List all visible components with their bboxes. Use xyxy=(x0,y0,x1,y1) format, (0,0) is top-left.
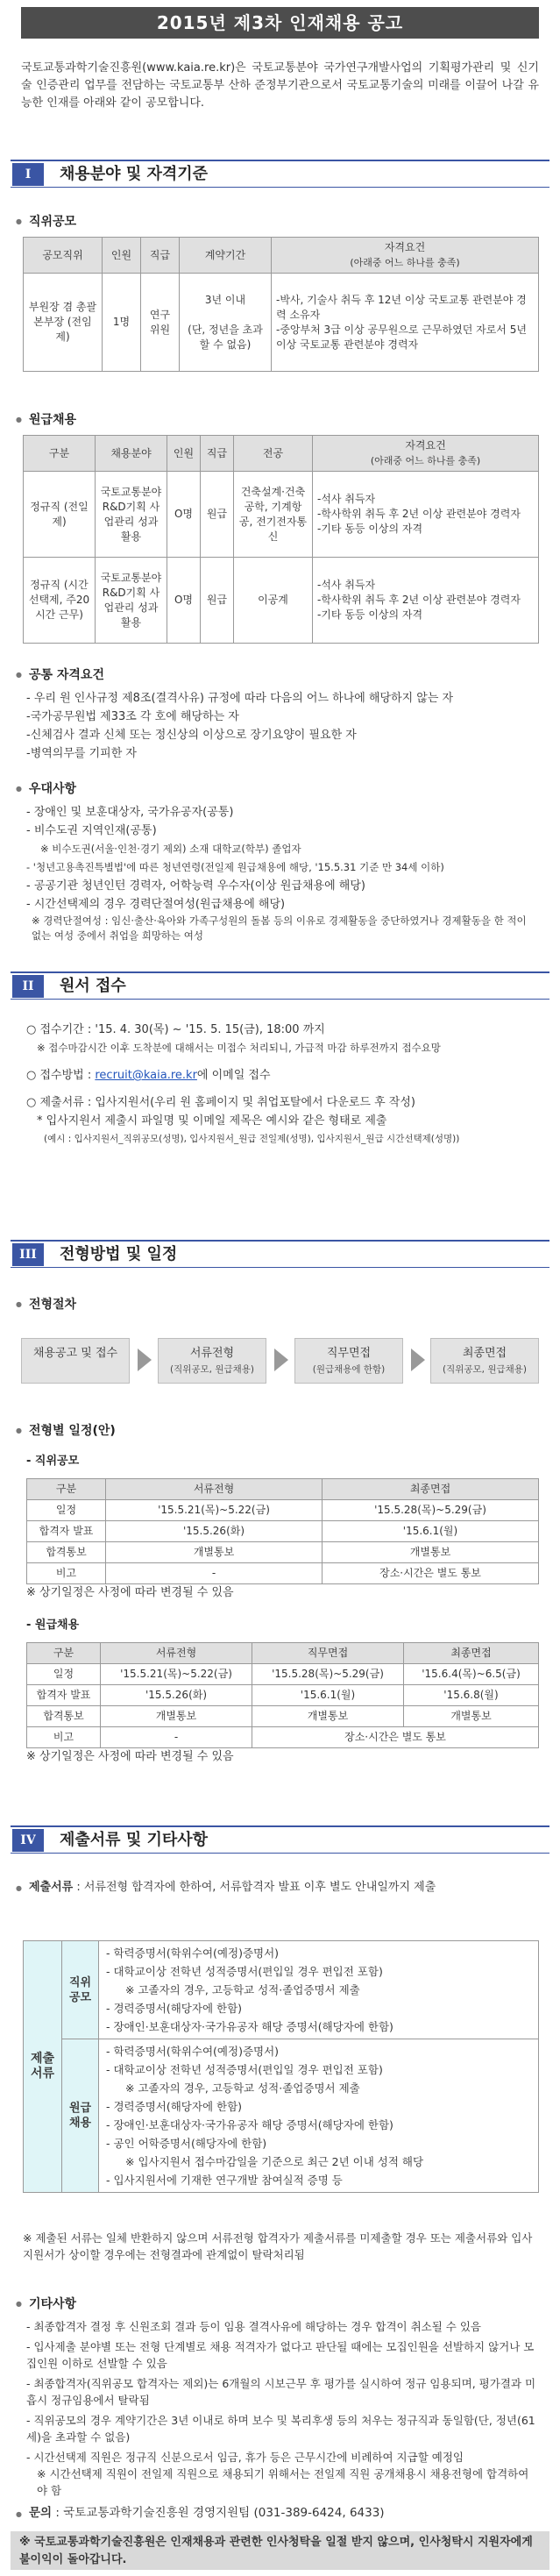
schedule-jikwi-heading: - 직위공모 xyxy=(26,1455,80,1468)
list-item: - 입사지원서에 기재한 연구개발 참여실적 증명 등 xyxy=(106,2174,343,2187)
table-cell: 개별통보 xyxy=(101,1706,252,1727)
table-cell: -석사 취득자 -학사학위 취득 후 2년 이상 관련분야 경력자 -기타 동등 이상의 자격 xyxy=(313,558,539,644)
table-cell: '15.5.28(목)~5.29(금) xyxy=(252,1664,404,1685)
table-cell: 원급 xyxy=(201,558,234,644)
list-item: - 장애인 및 보훈대상자, 국가유공자(공통) xyxy=(26,806,234,819)
pref-heading: ● 우대사항 xyxy=(16,780,76,800)
section-number: III xyxy=(12,1243,44,1266)
apply-docs: ○ 제출서류 : 입사지원서(우리 원 홈페이지 및 취업포탈에서 다운로드 후 작성) xyxy=(26,1096,415,1109)
intro-paragraph: 국토교통과학기술진흥원(www.kaia.re.kr)은 국토교통분야 국가연구개발사업의 기획평가관리 및 신기술 인증관리 업무를 전담하는 국토교통부 산하 준정부기관으로서 국토교통기술의 미래를 이끌어 나갈 유능한 인재를 아래와 같이 공모합니다. xyxy=(21,61,539,110)
section-header-2 xyxy=(11,971,549,1000)
schedule-wongeup-table xyxy=(26,1642,539,1748)
table-cell: '15.5.26(화) xyxy=(101,1685,252,1706)
list-item: - 시간선택제의 경우 경력단절여성(원급채용에 해당) xyxy=(26,898,286,911)
recruit-email-link[interactable]: recruit@kaia.re.kr xyxy=(95,1069,197,1082)
apply-period: ○ 접수기간 : '15. 4. 30(목) ~ '15. 5. 15(금), 18:00 까지 xyxy=(26,1023,325,1036)
wongeup-heading: ● 원급채용 xyxy=(16,411,76,431)
list-item: - 공인 어학증명서(해당자에 한함) xyxy=(106,2137,267,2150)
section-header-3 xyxy=(11,1240,549,1268)
table-cell: 개별통보 xyxy=(106,1542,323,1563)
apply-block xyxy=(26,1021,539,1149)
process-step: 채용공고 및 접수 xyxy=(21,1338,130,1384)
table-cell: '15.5.26(화) xyxy=(106,1521,323,1542)
table-cell: - xyxy=(101,1727,252,1748)
section-number: I xyxy=(12,163,44,186)
arrow-right-icon xyxy=(138,1348,152,1371)
table-cell: 정규직 (시간선택제, 주20시간 근무) xyxy=(24,558,96,644)
table-cell: 3년 이내 (단, 정년을 초과할 수 없음) xyxy=(180,274,272,372)
jikwi-heading: ● 직위공모 xyxy=(16,213,76,232)
process-step: 직무면접 (원급채용에 한함) xyxy=(294,1338,403,1384)
col-header: 구분 xyxy=(27,1643,101,1664)
submit-group-label: 직위 공모 xyxy=(62,1941,99,2039)
col-header: 자격요건 (아래중 어느 하나를 충족) xyxy=(313,436,539,472)
table-cell: 1명 xyxy=(103,274,141,372)
col-header: 계약기간 xyxy=(180,238,272,274)
list-item: - 장애인·보훈대상자·국가유공자 해당 증명서(해당자에 한함) xyxy=(106,2020,393,2033)
process-step: 최종면접 (직위공모, 원급채용) xyxy=(430,1338,539,1384)
list-item: ※ 입사지원서 접수마감일을 기준으로 최근 2년 이내 성적 해당 xyxy=(125,2155,424,2168)
table-cell: -석사 취득자 -학사학위 취득 후 2년 이상 관련분야 경력자 -기타 동등 이상의 자격 xyxy=(313,472,539,558)
col-header: 서류전형 xyxy=(106,1479,323,1500)
schedule-heading: ● 전형별 일정(안) xyxy=(16,1422,116,1441)
contact-line: ● 문의 : 국토교통과학기술진흥원 경영지원팀 (031-389-6424, 6433) xyxy=(16,2506,385,2520)
process-heading: ● 전형절차 xyxy=(16,1296,76,1315)
submit-group-list xyxy=(99,2039,539,2193)
col-header: 구분 xyxy=(27,1479,106,1500)
apply-period-note: ※ 접수마감시간 이후 도착분에 대해서는 미접수 처리되니, 가급적 마감 하루전까지 접수요망 xyxy=(37,1042,441,1054)
schedule-jikwi-note: ※ 상기일정은 사정에 따라 변경될 수 있음 xyxy=(26,1586,234,1599)
table-cell: 비고 xyxy=(27,1563,106,1584)
submit-group-list xyxy=(99,1941,539,2039)
table-cell: 연구위원 xyxy=(141,274,180,372)
table-cell: '15.5.28(목)~5.29(금) xyxy=(323,1500,539,1521)
list-item: -병역의무를 기피한 자 xyxy=(26,747,137,760)
table-cell: 개별통보 xyxy=(252,1706,404,1727)
arrow-right-icon xyxy=(274,1348,288,1371)
final-notice: ※ 국토교통과학기술진흥원은 인재채용과 관련한 인사청탁을 일절 받지 않으며, 인사청탁시 지원자에게 불이익이 돌아갑니다. xyxy=(11,2531,549,2570)
table-cell: 장소·시간은 별도 통보 xyxy=(252,1727,539,1748)
col-header: 최종면접 xyxy=(404,1643,539,1664)
process-steps xyxy=(21,1334,539,1387)
list-item: ※ 고졸자의 경우, 고등학교 성적·졸업증명서 제출 xyxy=(125,1983,360,1996)
list-item: - 학력증명서(학위수여(예정)증명서) xyxy=(106,2045,280,2058)
section-number: II xyxy=(12,975,44,998)
col-header: 공모직위 xyxy=(24,238,103,274)
submit-group-label: 원급 채용 xyxy=(62,2039,99,2193)
section-title: 원서 접수 xyxy=(60,976,126,995)
section-header-1 xyxy=(11,160,549,188)
list-item: - '청년고용촉진특별법'에 따른 청년연령(전일제 원급채용에 해당, '15.5.31 기준 만 34세 이하) xyxy=(26,861,444,873)
table-cell: 국토교통분야 R&D기획 사업관리 성과활용 xyxy=(96,472,167,558)
list-item: - 비수도권 지역인재(공통) xyxy=(26,824,157,837)
submit-docs-table xyxy=(23,1940,539,2193)
section-number: IV xyxy=(12,1829,44,1852)
list-item: ※ 경력단절여성 : 임신·출산·육아와 가족구성원의 돌봄 등의 이유로 경제활동을 중단하였거나 경제활동을 한 적이 없는 여성 중에서 취업을 희망하는 여성 xyxy=(32,914,527,942)
list-item: - 공공기관 청년인턴 경력자, 어학능력 우수자(이상 원급채용에 해당) xyxy=(26,879,365,893)
apply-docs-example: (예시 : 입사지원서_직위공모(성명), 입사지원서_원급 전일제(성명), 입사지원서_원급 시간선택제(성명)) xyxy=(44,1134,460,1144)
pref-list xyxy=(26,803,539,943)
table-cell: '15.6.1(월) xyxy=(323,1521,539,1542)
list-item: -신체검사 결과 신체 또는 정신상의 이상으로 장기요양이 필요한 자 xyxy=(26,729,357,742)
table-cell: 합격통보 xyxy=(27,1706,101,1727)
list-item: - 장애인·보훈대상자·국가유공자 해당 증명서(해당자에 한함) xyxy=(106,2118,393,2131)
table-cell: -박사, 기술사 취득 후 12년 이상 국토교통 관련분야 경력 소유자 -중앙부처 3급 이상 공무원으로 근무하였던 자로서 5년 이상 국토교통 관련분야 경력자 xyxy=(272,274,539,372)
list-item: - 우리 원 인사규정 제8조(결격사유) 규정에 따라 다음의 어느 하나에 해당하지 않는 자 xyxy=(26,692,454,705)
table-cell: '15.6.1(월) xyxy=(252,1685,404,1706)
table-cell: 부원장 겸 총괄본부장 (전임제) xyxy=(24,274,103,372)
submit-note: ※ 제출된 서류는 일체 반환하지 않으며 서류전형 합격자가 제출서류를 미제출할 경우 또는 제출서류와 입사지원서가 상이할 경우에는 전형결과에 관계없이 탈락처리됨 xyxy=(23,2231,533,2261)
table-cell: O명 xyxy=(167,472,201,558)
col-header: 최종면접 xyxy=(323,1479,539,1500)
col-header: 전공 xyxy=(234,436,313,472)
col-header: 채용분야 xyxy=(96,436,167,472)
etc-list xyxy=(26,2318,539,2499)
col-header: 인원 xyxy=(103,238,141,274)
col-header: 직급 xyxy=(201,436,234,472)
section-title: 전형방법 및 일정 xyxy=(60,1244,178,1263)
list-item: - 학력증명서(학위수여(예정)증명서) xyxy=(106,1946,280,1960)
table-cell: 비고 xyxy=(27,1727,101,1748)
table-cell: 일정 xyxy=(27,1664,101,1685)
list-item: ※ 시간선택제 직원이 전일제 직원으로 채용되기 위해서는 전일제 직원 공개채용시 채용전형에 합격하여야 함 xyxy=(37,2467,529,2497)
col-header: 인원 xyxy=(167,436,201,472)
list-item: ※ 비수도권(서울·인천·경기 제외) 소재 대학교(학부) 졸업자 xyxy=(40,843,301,855)
section-header-4 xyxy=(11,1825,549,1854)
table-cell: 합격자 발표 xyxy=(27,1521,106,1542)
table-cell: 개별통보 xyxy=(323,1542,539,1563)
col-header: 서류전형 xyxy=(101,1643,252,1664)
table-cell: 합격자 발표 xyxy=(27,1685,101,1706)
table-cell: '15.5.21(목)~5.22(금) xyxy=(101,1664,252,1685)
list-item: - 입사제출 분야별 또는 전형 단계별로 채용 적격자가 없다고 판단될 때에는 모집인원을 선발하지 않거나 모집인원 이하로 선발할 수 있음 xyxy=(26,2340,535,2370)
common-heading: ● 공통 자격요건 xyxy=(16,666,104,686)
table-cell: 일정 xyxy=(27,1500,106,1521)
table-cell: '15.5.21(목)~5.22(금) xyxy=(106,1500,323,1521)
table-cell: 국토교통분야 R&D기획 사업관리 성과활용 xyxy=(96,558,167,644)
table-cell: 건축설계·건축공학, 기계항공, 전기전자통신 xyxy=(234,472,313,558)
schedule-wongeup-note: ※ 상기일정은 사정에 따라 변경될 수 있음 xyxy=(26,1750,234,1763)
table-cell: 정규직 (전일제) xyxy=(24,472,96,558)
col-header: 직급 xyxy=(141,238,180,274)
list-item: - 경력증명서(해당자에 한함) xyxy=(106,2100,243,2113)
list-item: ※ 고졸자의 경우, 고등학교 성적·졸업증명서 제출 xyxy=(125,2081,360,2095)
process-step: 서류전형 (직위공모, 원급채용) xyxy=(158,1338,266,1384)
submit-category: 제출 서류 xyxy=(24,1941,62,2193)
submit-desc: ● 제출서류 : 서류전형 합격자에 한하여, 서류합격자 발표 이후 별도 안내일까지 제출 xyxy=(16,1881,436,1894)
table-cell: '15.6.8(월) xyxy=(404,1685,539,1706)
wongeup-table xyxy=(23,435,539,644)
col-header: 구분 xyxy=(24,436,96,472)
list-item: - 시간선택제 직원은 정규직 신분으로서 임금, 휴가 등은 근무시간에 비례하여 지급할 예정임 xyxy=(26,2451,464,2464)
table-cell: - xyxy=(106,1563,323,1584)
col-header: 직무면접 xyxy=(252,1643,404,1664)
etc-heading: ● 기타사항 xyxy=(16,2295,76,2315)
apply-method: ○ 접수방법 : recruit@kaia.re.kr에 이메일 접수 xyxy=(26,1069,271,1082)
page-title: 2015년 제3차 인재채용 공고 xyxy=(21,7,539,39)
list-item: - 최종합격자 결정 후 신원조회 결과 등이 임용 결격사유에 해당하는 경우 합격이 취소될 수 있음 xyxy=(26,2320,481,2333)
table-cell: 개별통보 xyxy=(404,1706,539,1727)
section-title: 제출서류 및 기타사항 xyxy=(60,1830,209,1849)
list-item: - 경력증명서(해당자에 한함) xyxy=(106,2002,243,2015)
table-cell: 합격통보 xyxy=(27,1542,106,1563)
schedule-wongeup-heading: - 원급채용 xyxy=(26,1619,80,1632)
list-item: - 대학교이상 전학년 성적증명서(편입일 경우 편입전 포함) xyxy=(106,2063,383,2076)
list-item: - 대학교이상 전학년 성적증명서(편입일 경우 편입전 포함) xyxy=(106,1965,383,1978)
schedule-jikwi-table xyxy=(26,1478,539,1584)
arrow-right-icon xyxy=(411,1348,425,1371)
table-cell: 원급 xyxy=(201,472,234,558)
table-cell: 이공계 xyxy=(234,558,313,644)
list-item: - 최종합격자(직위공모 합격자는 제외)는 6개월의 시보근무 후 평가를 실시하여 정규 임용되며, 평가결과 미흡시 정규임용에서 탈락됨 xyxy=(26,2377,536,2407)
list-item: - 직위공모의 경우 계약기간은 3년 이내로 하며 보수 및 복리후생 등의 처우는 정규직과 동일함(단, 정년(61세)을 초과할 수 없음) xyxy=(26,2414,535,2444)
table-cell: 장소·시간은 별도 통보 xyxy=(323,1563,539,1584)
col-header: 자격요건 (아래중 어느 하나를 충족) xyxy=(272,238,539,274)
jikwi-table xyxy=(23,237,539,372)
table-cell: O명 xyxy=(167,558,201,644)
section-title: 채용분야 및 자격기준 xyxy=(60,164,209,183)
apply-docs-note: * 입사지원서 제출시 파일명 및 이메일 제목은 예시와 같은 형태로 제출 xyxy=(37,1114,387,1128)
list-item: -국가공무원법 제33조 각 호에 해당하는 자 xyxy=(26,710,239,723)
common-list xyxy=(26,689,539,763)
table-cell: '15.6.4(목)~6.5(금) xyxy=(404,1664,539,1685)
